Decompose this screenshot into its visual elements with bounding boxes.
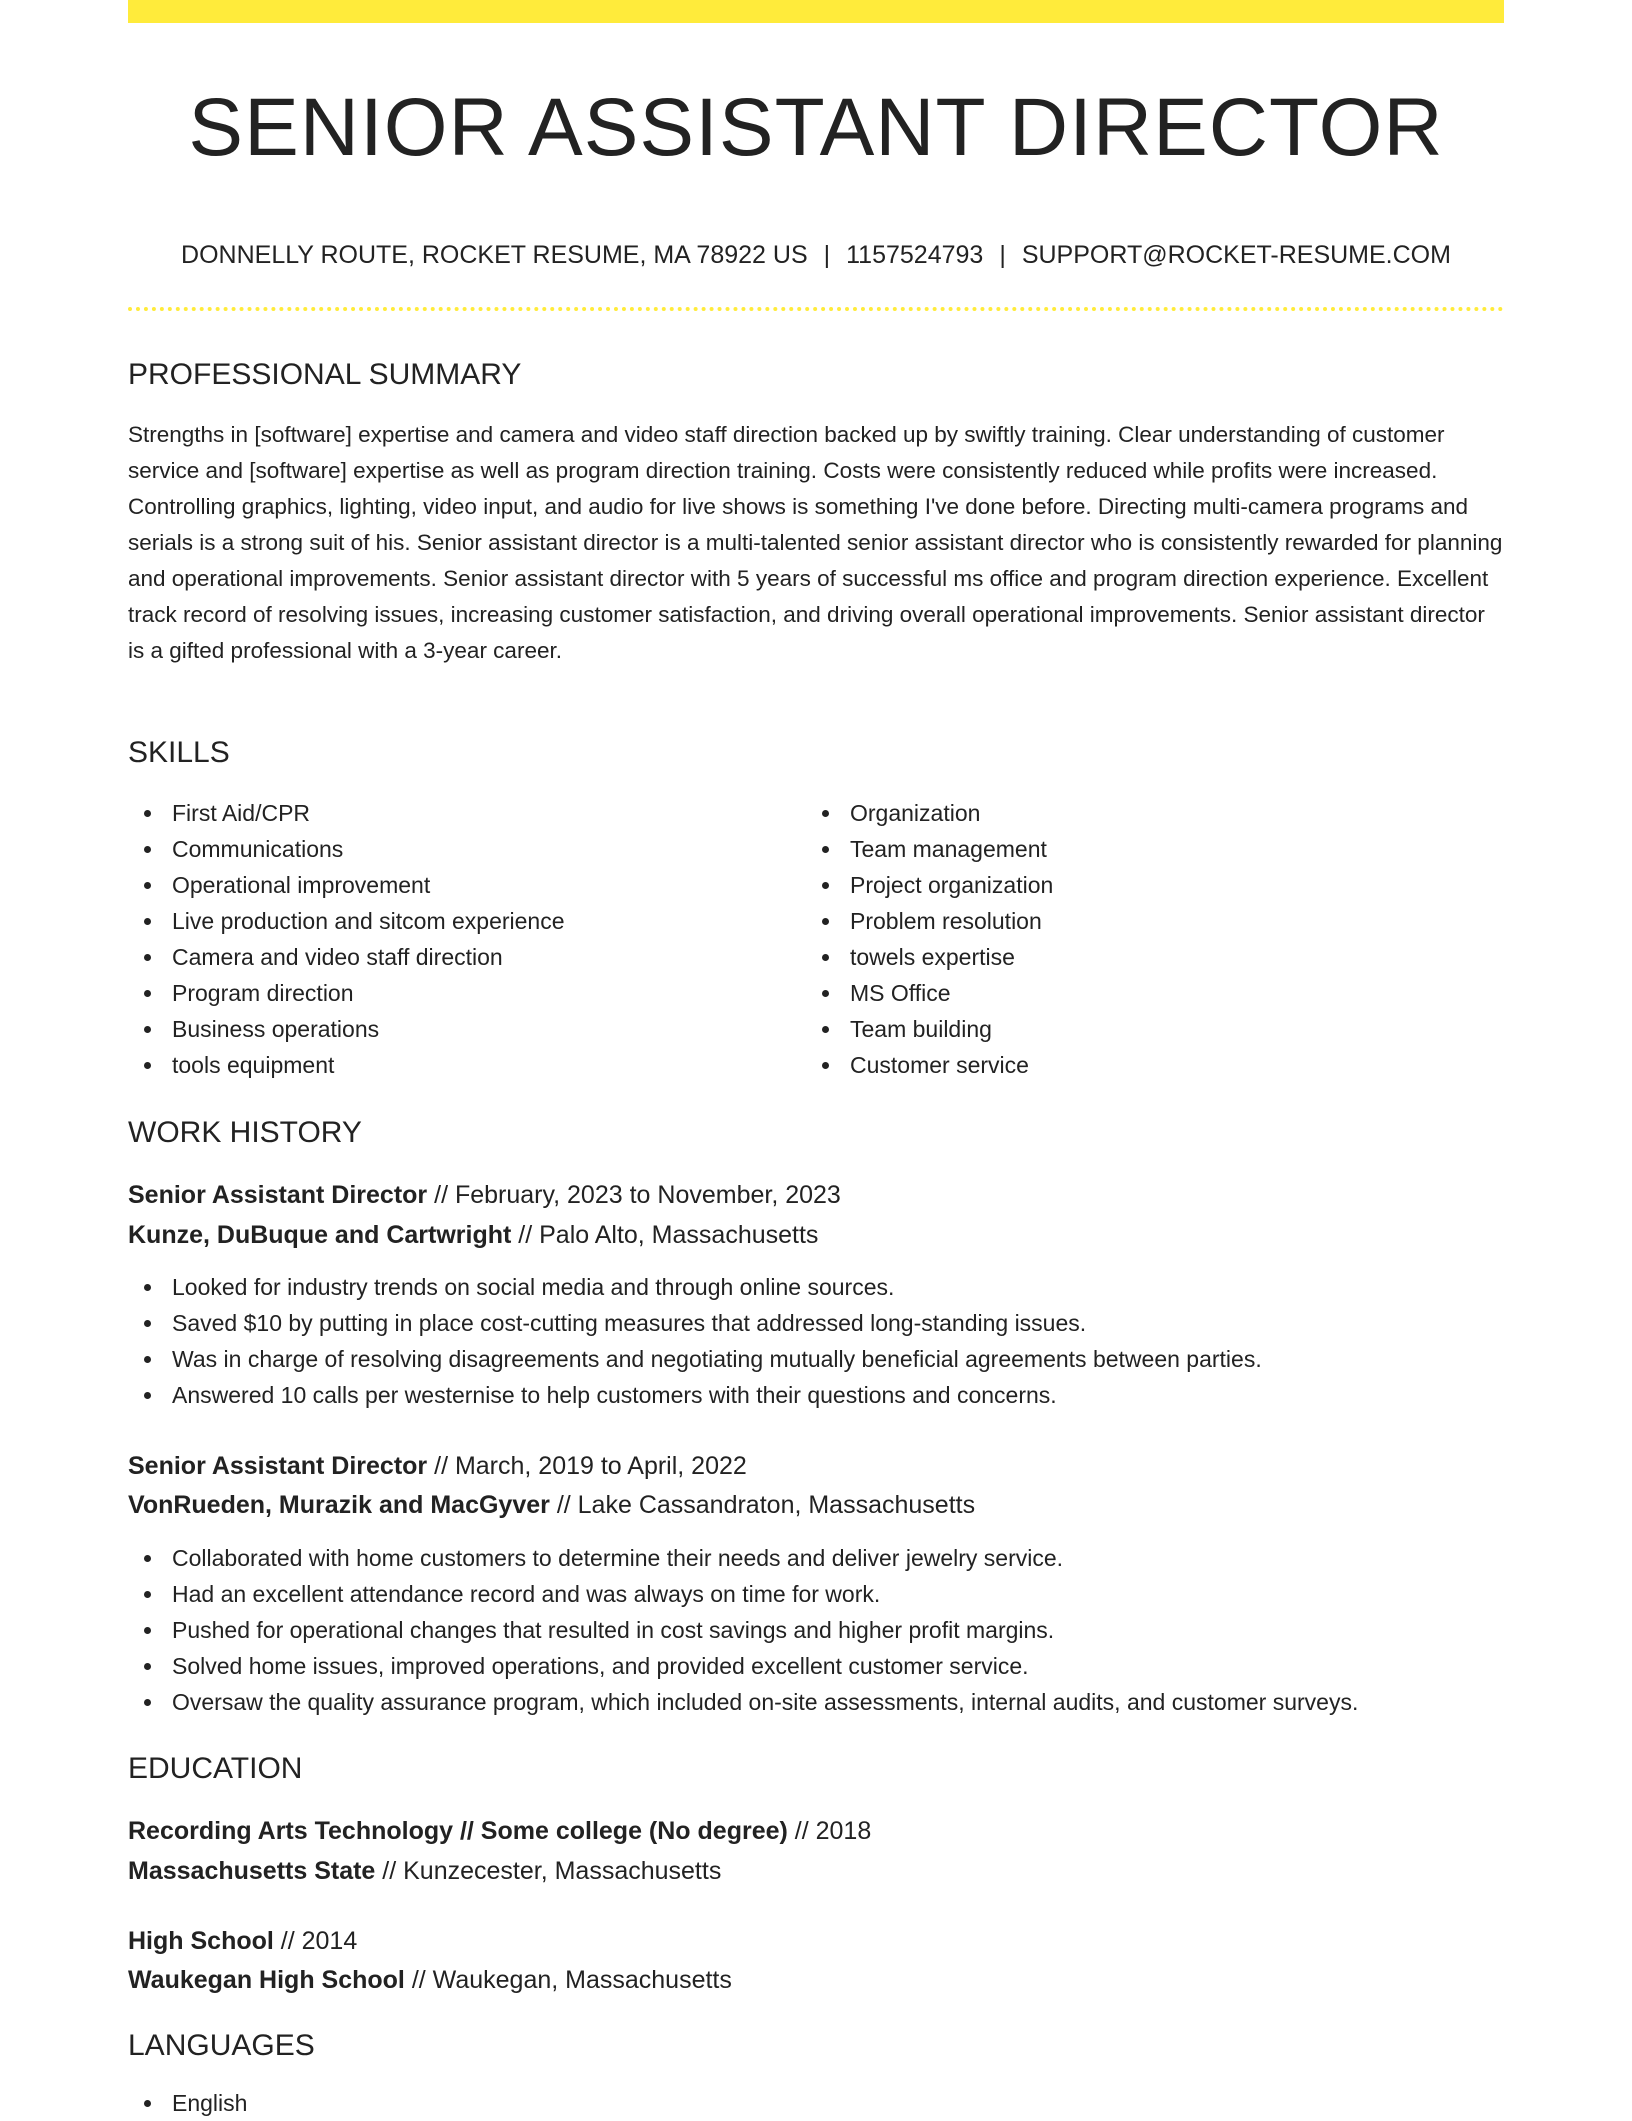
education-location: // Kunzecester, Massachusetts [375, 1857, 722, 1885]
skill-item: First Aid/CPR [128, 795, 808, 831]
skill-item: Live production and sitcom experience [128, 903, 808, 939]
job-bullets [128, 1269, 1504, 1413]
job-bullet: Solved home issues, improved operations, and provided excellent customer service. [128, 1648, 1504, 1684]
skill-item: Organization [806, 795, 1486, 831]
education-location: // Waukegan, Massachusetts [404, 1966, 732, 1994]
skill-item: Communications [128, 831, 808, 867]
education-heading: EDUCATION [128, 1752, 303, 1785]
skill-item: Program direction [128, 975, 808, 1011]
job-bullets [128, 1540, 1504, 1720]
work-history-heading: WORK HISTORY [128, 1116, 362, 1149]
education-degree: High School [128, 1927, 274, 1955]
skills-heading: SKILLS [128, 736, 230, 769]
education-degree-line [128, 1811, 871, 1851]
job-bullet: Collaborated with home customers to determine their needs and deliver jewelry service. [128, 1540, 1504, 1576]
job-dates: // March, 2019 to April, 2022 [427, 1452, 747, 1480]
job-bullet: Had an excellent attendance record and was always on time for work. [128, 1576, 1504, 1612]
summary-heading: PROFESSIONAL SUMMARY [128, 358, 522, 391]
education-year: // 2018 [787, 1817, 872, 1845]
skill-item: Problem resolution [806, 903, 1486, 939]
summary-text: Strengths in [software] expertise and camera and video staff direction backed up by swiftly training. Clear understanding of customer service and [software] expertise as well as program direction training. Costs were consistently reduced while profits were increased. Controlling graphics, lighting, video input, and audio for live shows is something I've done before. Directing multi-camera programs and serials is a strong suit of his. Senior assistant director is a multi-talented senior assistant director who is consistently rewarded for planning and operational improvements. Senior assistant director with 5 years of successful ms office and program direction experience. Excellent track record of resolving issues, increasing customer satisfaction, and driving overall operational improvements. Senior assistant director is a gifted professional with a 3-year career. [128, 422, 1503, 663]
job-location: // Palo Alto, Massachusetts [511, 1221, 819, 1249]
separator: | [999, 241, 1006, 269]
job-title-line [128, 1446, 747, 1486]
education-school-line [128, 1851, 721, 1891]
dotted-divider [128, 307, 1504, 311]
job-role: Senior Assistant Director [128, 1452, 428, 1480]
skill-item: tools equipment [128, 1047, 808, 1083]
skill-item: towels expertise [806, 939, 1486, 975]
job-company: VonRueden, Murazik and MacGyver [128, 1491, 550, 1519]
job-title-line [128, 1175, 841, 1215]
phone: 1157524793 [846, 241, 984, 269]
job-dates: // February, 2023 to November, 2023 [427, 1181, 841, 1209]
education-year: // 2014 [273, 1927, 358, 1955]
skill-item: MS Office [806, 975, 1486, 1011]
address: DONNELLY ROUTE, ROCKET RESUME, MA 78922 US [181, 241, 808, 269]
skill-item: Operational improvement [128, 867, 808, 903]
skill-item: Team management [806, 831, 1486, 867]
separator: | [823, 241, 831, 269]
job-company-line [128, 1485, 975, 1525]
education-school: Massachusetts State [128, 1857, 376, 1885]
skill-item: Camera and video staff direction [128, 939, 808, 975]
email: SUPPORT@ROCKET-RESUME.COM [1021, 241, 1451, 269]
contact-line [128, 236, 1504, 274]
resume-title: SENIOR ASSISTANT DIRECTOR [188, 82, 1444, 173]
language-item: English [128, 2085, 1504, 2121]
skill-item: Customer service [806, 1047, 1486, 1083]
job-bullet: Pushed for operational changes that resulted in cost savings and higher profit margins. [128, 1612, 1504, 1648]
languages-list [128, 2085, 1504, 2121]
job-bullet: Answered 10 calls per westernise to help customers with their questions and concerns. [128, 1377, 1504, 1413]
skill-item: Team building [806, 1011, 1486, 1047]
job-bullet: Saved $10 by putting in place cost-cutting measures that addressed long-standing issues. [128, 1305, 1504, 1341]
skill-item: Project organization [806, 867, 1486, 903]
skill-item: Business operations [128, 1011, 808, 1047]
languages-heading: LANGUAGES [128, 2029, 315, 2062]
education-school-line [128, 1960, 732, 2000]
job-bullet: Was in charge of resolving disagreements and negotiating mutually beneficial agreements between parties. [128, 1341, 1504, 1377]
job-location: // Lake Cassandraton, Massachusetts [549, 1491, 976, 1519]
job-company: Kunze, DuBuque and Cartwright [128, 1221, 512, 1249]
accent-bar [128, 0, 1504, 23]
education-degree: Recording Arts Technology // Some college (No degree) [128, 1817, 788, 1845]
skills-list-left [128, 795, 808, 1083]
education-school: Waukegan High School [128, 1966, 405, 1994]
education-degree-line [128, 1921, 357, 1961]
skills-list-right [806, 795, 1486, 1083]
job-bullet: Looked for industry trends on social media and through online sources. [128, 1269, 1504, 1305]
job-bullet: Oversaw the quality assurance program, which included on-site assessments, internal audits, and customer surveys. [128, 1684, 1504, 1720]
job-company-line [128, 1215, 818, 1255]
job-role: Senior Assistant Director [128, 1181, 428, 1209]
